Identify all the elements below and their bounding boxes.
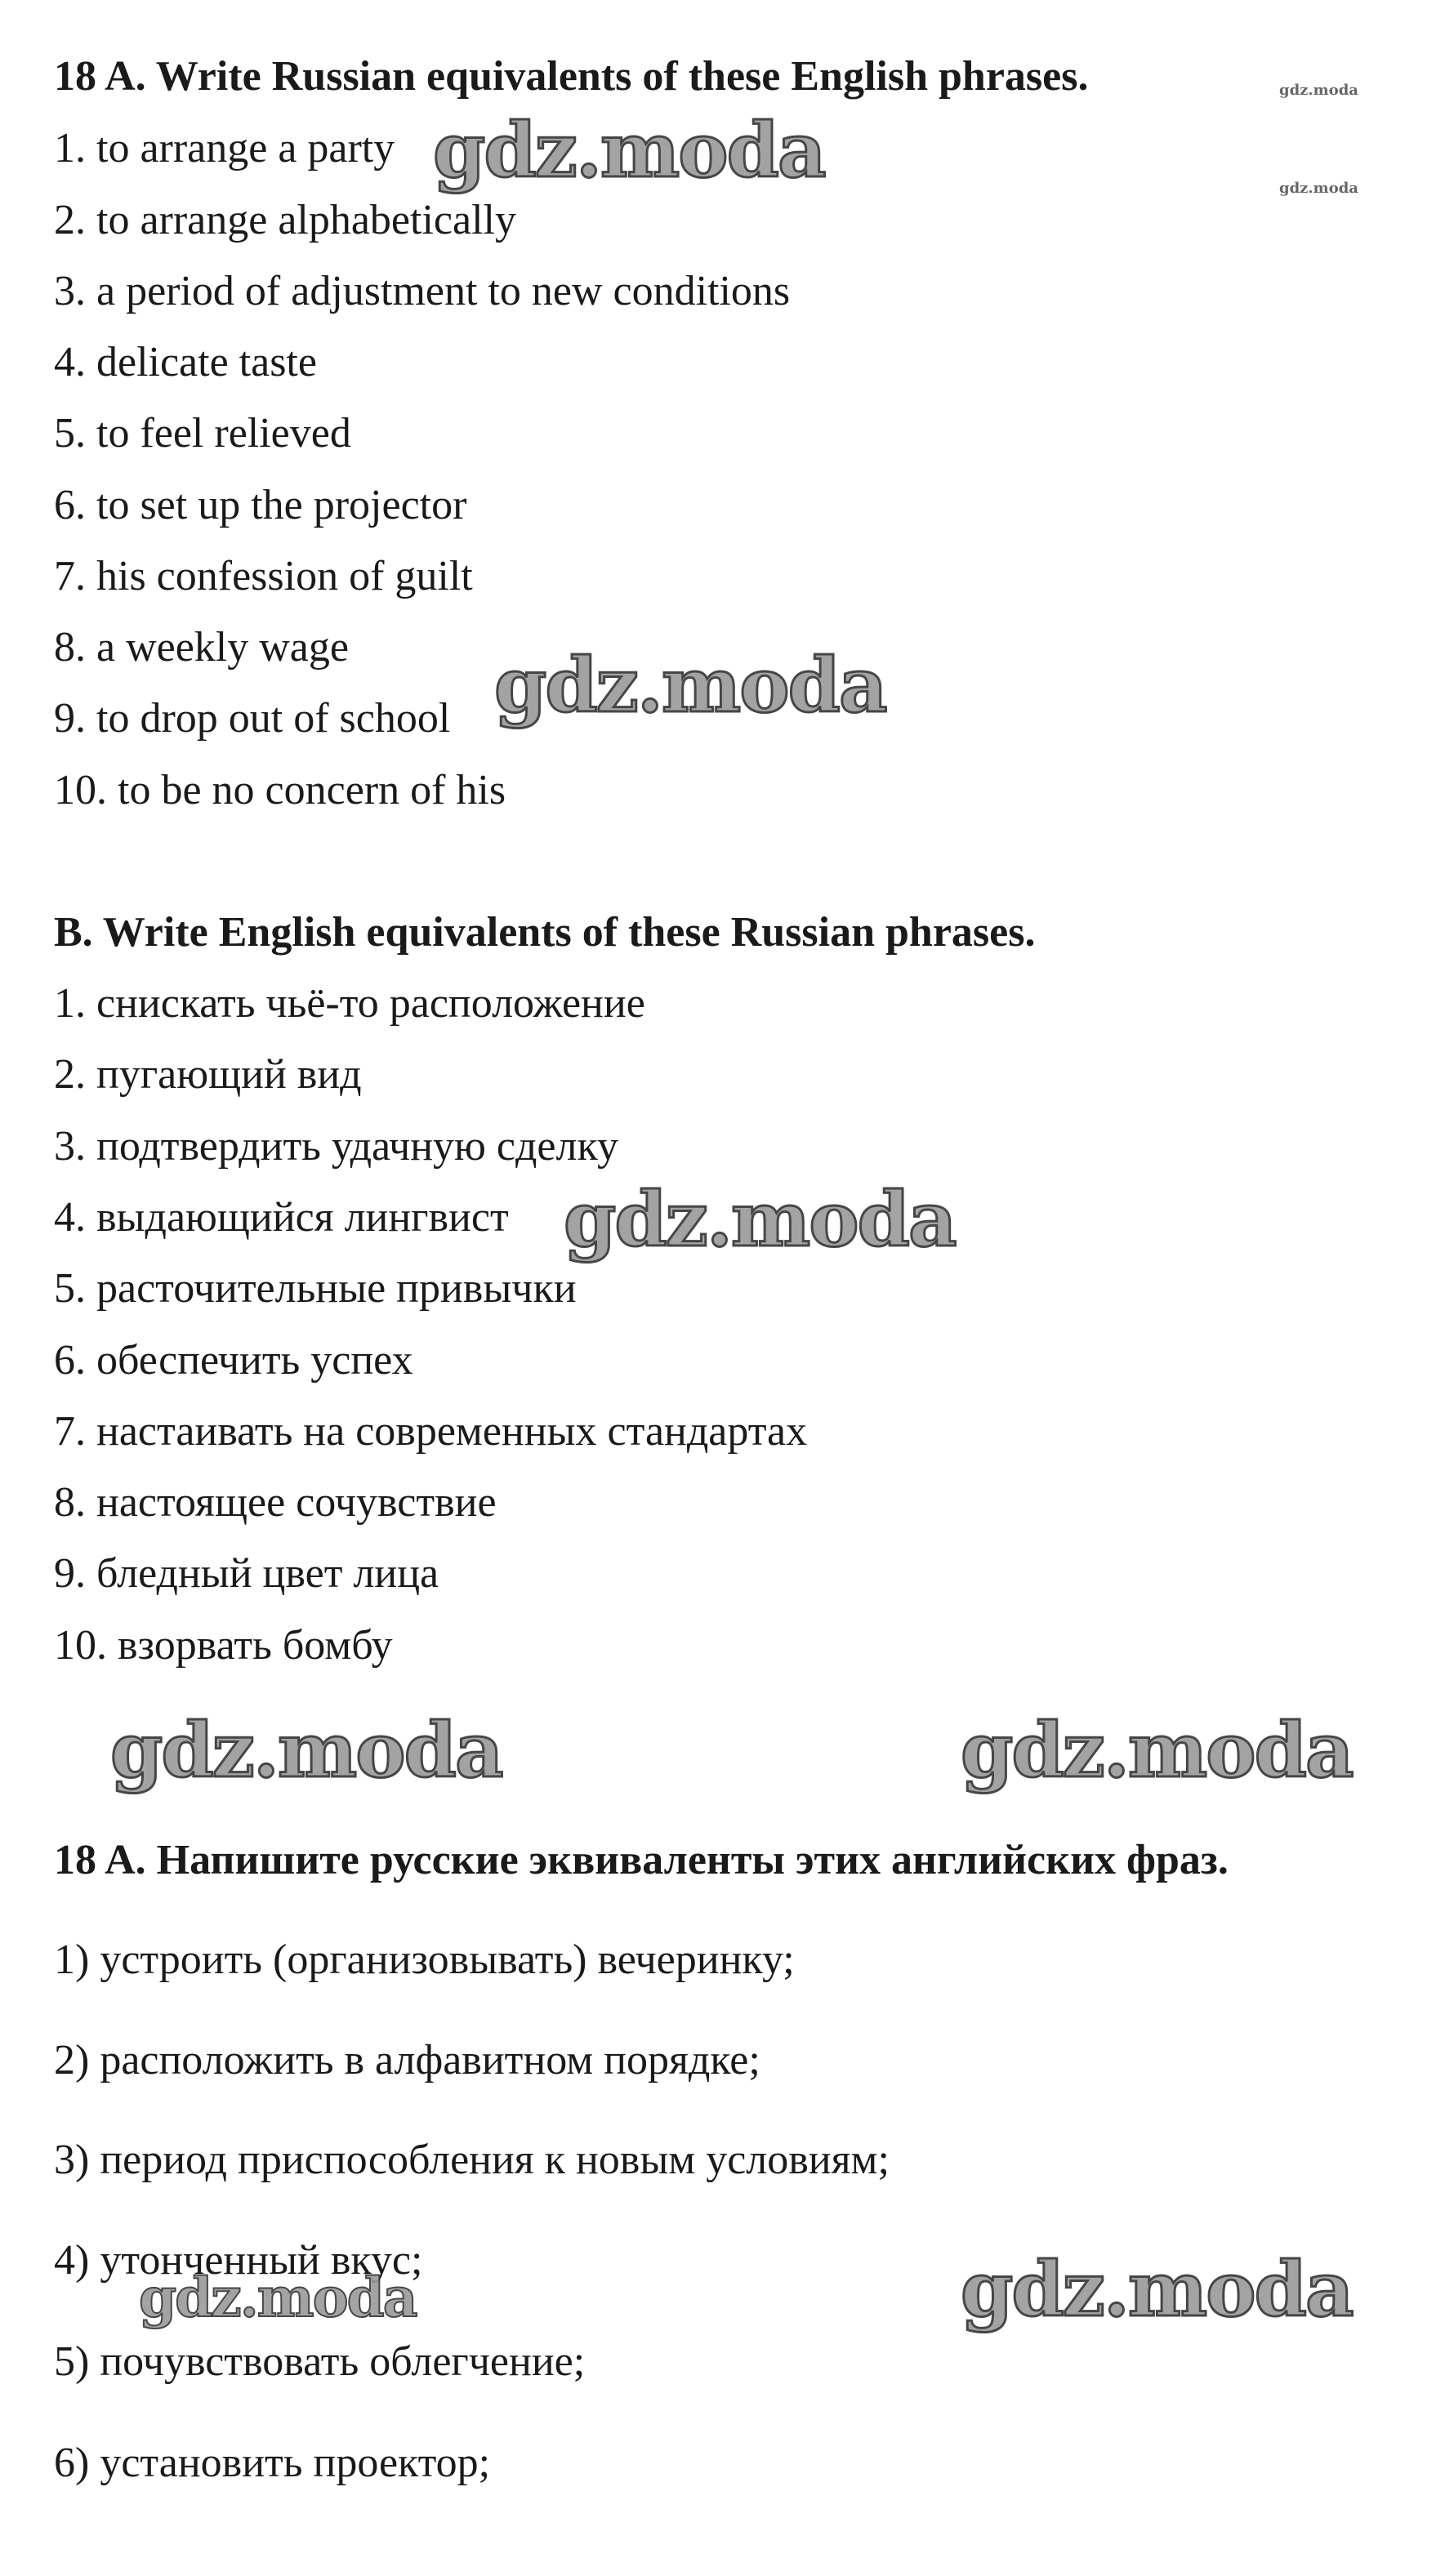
watermark-7: gdz.moda (139, 2266, 417, 2329)
section-b-item-9: 9. бледный цвет лица (54, 1550, 439, 1597)
section-b-heading: B. Write English equivalents of these Russian phrases. (54, 909, 1036, 956)
section-a-item-7: 7. his confession of guilt (54, 553, 473, 599)
section-a-item-6: 6. to set up the projector (54, 482, 467, 528)
answers-a-item-1: 1) устроить (организовывать) вечеринку; (54, 1936, 795, 1983)
answers-a-heading: 18 A. Напишите русские эквиваленты этих английских фраз. (54, 1837, 1229, 1883)
section-b-item-8: 8. настоящее сочувствие (54, 1479, 497, 1526)
answers-a-item-2: 2) расположить в алфавитном порядке; (54, 2037, 760, 2084)
watermark-3: gdz.moda (564, 1175, 956, 1263)
answers-a-item-5: 5) почувствовать облегчение; (54, 2338, 586, 2385)
section-a-item-4: 4. delicate taste (54, 339, 317, 386)
section-b-item-10: 10. взорвать бомбу (54, 1622, 393, 1669)
section-a-item-10: 10. to be no concern of his (54, 767, 506, 813)
section-a-item-1: 1. to arrange a party (54, 125, 395, 172)
watermark-6: gdz.moda (961, 2245, 1353, 2333)
section-b-item-6: 6. обеспечить успех (54, 1337, 413, 1384)
section-a-item-8: 8. a weekly wage (54, 624, 349, 671)
section-b-item-7: 7. настаивать на современных стандартах (54, 1408, 808, 1455)
section-b-item-4: 4. выдающийся лингвист (54, 1194, 509, 1241)
watermark-1: gdz.moda (433, 106, 825, 194)
answers-a-item-3: 3) период приспособления к новым условиям; (54, 2137, 890, 2183)
section-b-item-1: 1. снискать чьё-то расположение (54, 980, 645, 1027)
section-a-heading: 18 A. Write Russian equivalents of these English phrases. (54, 53, 1089, 100)
watermark-5: gdz.moda (961, 1706, 1353, 1794)
section-a-item-2: 2. to arrange alphabetically (54, 197, 516, 243)
section-b-item-3: 3. подтвердить удачную сделку (54, 1123, 618, 1170)
section-b-item-5: 5. расточительные привычки (54, 1265, 577, 1312)
watermark-tiny-2: gdz.moda (1279, 180, 1358, 197)
watermark-tiny-1: gdz.moda (1279, 82, 1358, 99)
answers-a-item-4: 4) утонченный вкус; (54, 2237, 423, 2284)
watermark-2: gdz.moda (494, 641, 886, 729)
section-b-item-2: 2. пугающий вид (54, 1051, 362, 1098)
section-a-item-9: 9. to drop out of school (54, 695, 451, 742)
section-a-item-5: 5. to feel relieved (54, 410, 351, 457)
watermark-4: gdz.moda (110, 1706, 502, 1794)
section-a-item-3: 3. a period of adjustment to new conditions (54, 268, 791, 314)
answers-a-item-6: 6) установить проектор; (54, 2440, 491, 2486)
